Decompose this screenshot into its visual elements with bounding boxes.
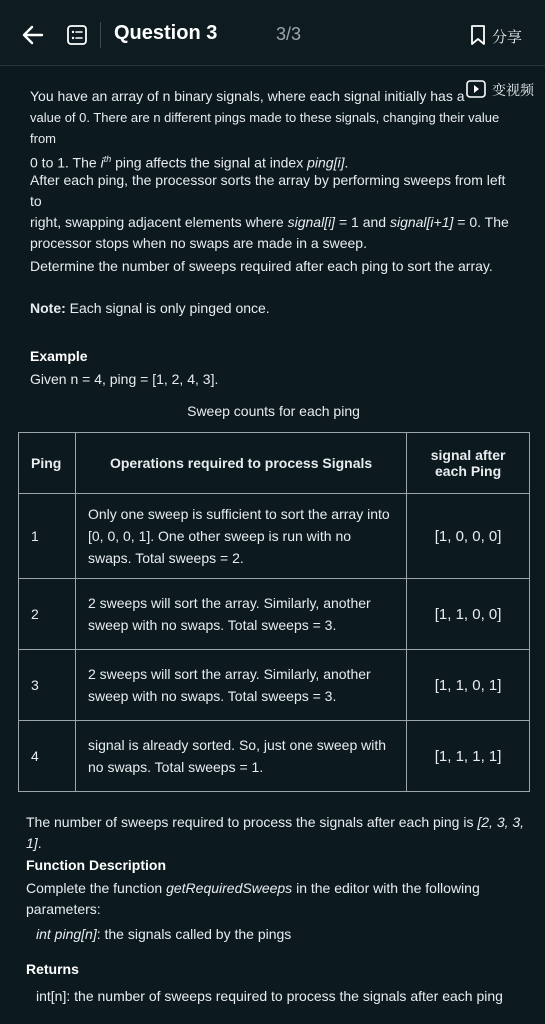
problem-paragraph-3: Determine the number of sweeps required after each ping to sort the array. [30, 258, 493, 274]
table-caption: Sweep counts for each ping [187, 403, 360, 419]
question-title: Question 3 [114, 22, 218, 44]
function-description-text [26, 878, 536, 920]
text-span: in the editor with the following [292, 880, 480, 896]
question-list-icon[interactable] [66, 24, 88, 46]
bookmark-icon[interactable] [468, 24, 488, 46]
parameter-desc: : the signals called by the pings [96, 926, 292, 942]
function-name: getRequiredSweeps [166, 880, 293, 896]
operations-cell: signal is already sorted. So, just one sweep with no swaps. Total sweeps = 1. [75, 721, 406, 792]
header-operations: Operations required to process Signals [75, 433, 406, 494]
text-line: parameters: [26, 901, 101, 917]
code-span: signal[i+1] [389, 214, 454, 230]
header-signal: signal after each Ping [407, 433, 530, 494]
sweep-table [18, 432, 530, 792]
note-paragraph [30, 298, 510, 319]
problem-line: value of 0. There are n different pings made to these signals, changing their value from [30, 110, 500, 146]
note-text: Each signal is only pinged once. [65, 300, 270, 316]
problem-line [30, 212, 510, 233]
signal-cell: [1, 1, 1, 1] [407, 721, 530, 792]
returns-type: int[n] [36, 988, 67, 1004]
operations-cell: Only one sweep is sufficient to sort the array into [0, 0, 0, 1]. One other sweep is run with no swaps. Total sweeps = 2. [75, 494, 406, 579]
table-row [19, 494, 530, 579]
ping-cell: 1 [19, 494, 76, 579]
header-divider [100, 22, 101, 48]
table-row [19, 579, 530, 650]
operations-cell: 2 sweeps will sort the array. Similarly, another sweep with no swaps. Total sweeps = 3. [75, 579, 406, 650]
header-ping: Ping [19, 433, 76, 494]
returns-heading: Returns [26, 961, 79, 977]
result-value: [2, 3, 3, 1] [26, 814, 525, 851]
text-span: ping affects the signal at index [111, 154, 308, 171]
problem-line: You have an array of n binary signals, where each signal initially has a [30, 88, 465, 104]
parameter-line [36, 926, 291, 942]
top-bar [0, 0, 545, 66]
text-span: Complete the function [26, 880, 167, 896]
note-label: Note: [30, 300, 66, 316]
problem-paragraph-2 [30, 170, 510, 254]
text-span: The number of sweeps required to process the signals after each ping is [26, 814, 478, 830]
table-row [19, 721, 530, 792]
table-header-row [19, 433, 530, 494]
text-span: th [103, 154, 112, 164]
parameter-type: int ping[n] [36, 926, 97, 942]
problem-paragraph-1 [30, 86, 510, 174]
text-span: . [37, 835, 42, 851]
share-button[interactable]: 分享 [492, 29, 523, 46]
text-span: 0 to 1. The [30, 154, 101, 171]
result-sentence [26, 812, 536, 854]
operations-cell: 2 sweeps will sort the array. Similarly, another sweep with no swaps. Total sweeps = 3. [75, 650, 406, 721]
example-heading: Example [30, 348, 88, 364]
video-toggle-label[interactable]: 变视频 [492, 82, 534, 98]
ping-cell: 4 [19, 721, 76, 792]
function-description-heading: Function Description [26, 857, 166, 873]
text-span: = 1 and [335, 214, 390, 230]
code-span: signal[i] [287, 214, 336, 230]
signal-cell: [1, 0, 0, 0] [407, 494, 530, 579]
question-counter: 3/3 [276, 24, 302, 44]
text-span: = 0. The [453, 214, 509, 230]
table-row [19, 650, 530, 721]
back-arrow-icon[interactable] [20, 22, 46, 48]
returns-line [36, 988, 503, 1004]
text-span: right, swapping adjacent elements where [30, 214, 288, 230]
code-span: ping[i] [307, 154, 345, 171]
ping-cell: 3 [19, 650, 76, 721]
returns-desc: : the number of sweeps required to process the signals after each ping [66, 988, 503, 1004]
example-given: Given n = 4, ping = [1, 2, 4, 3]. [30, 371, 219, 387]
signal-cell: [1, 1, 0, 1] [407, 650, 530, 721]
ping-cell: 2 [19, 579, 76, 650]
problem-line: processor stops when no swaps are made in a sweep. [30, 235, 367, 251]
signal-cell: [1, 1, 0, 0] [407, 579, 530, 650]
text-span: . [344, 154, 349, 171]
text-span: i [100, 154, 104, 171]
problem-line: After each ping, the processor sorts the array by performing sweeps from left to [30, 172, 506, 209]
text-line [26, 878, 536, 899]
